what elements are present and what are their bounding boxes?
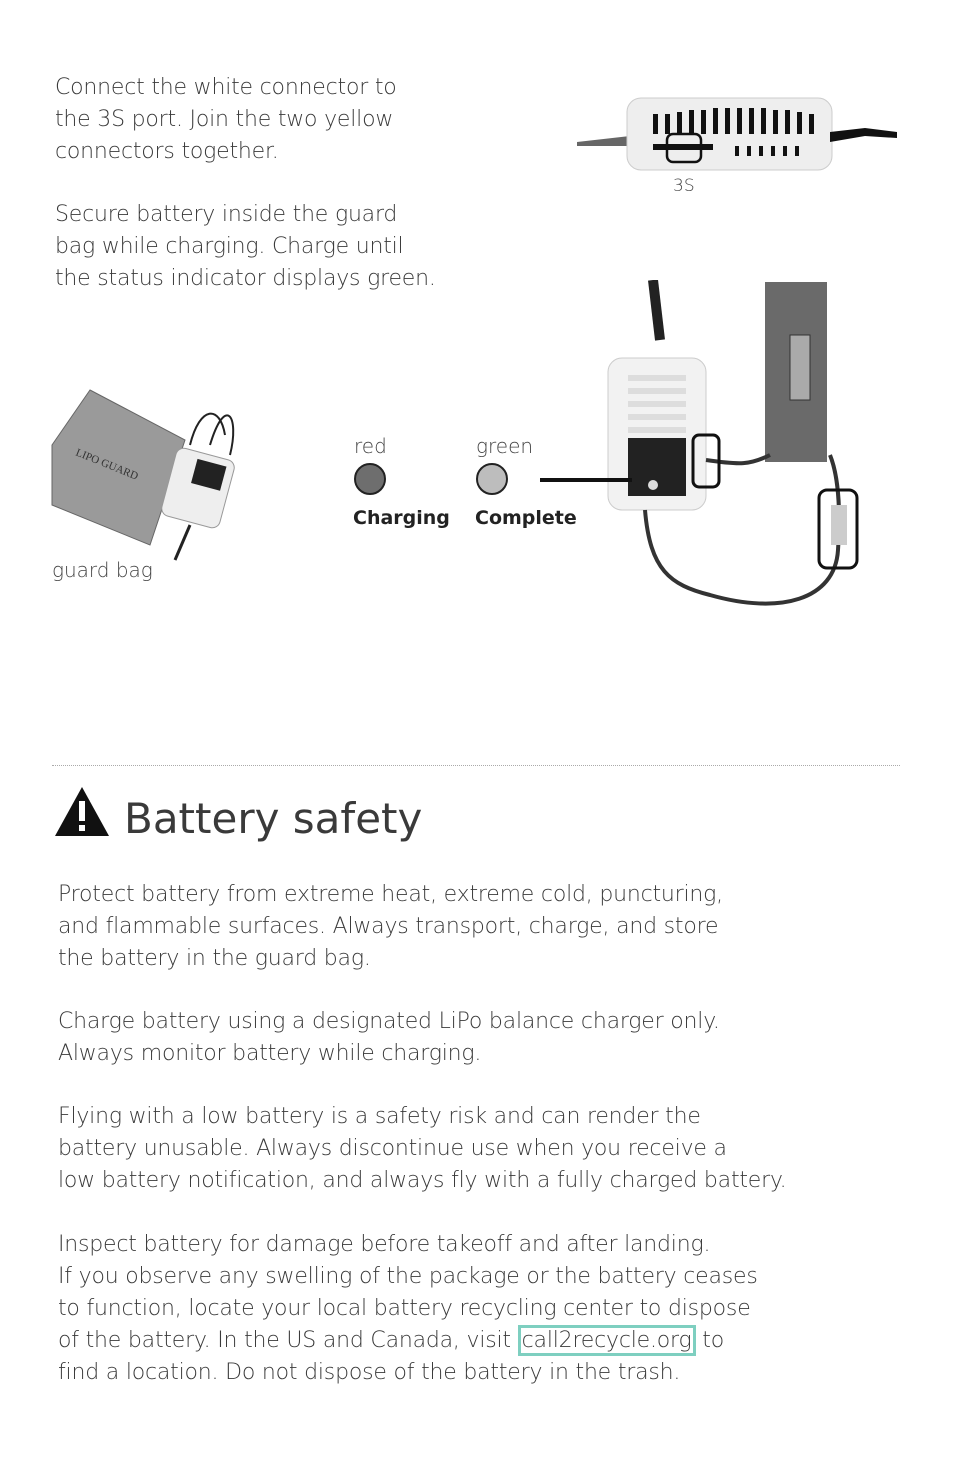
guard-bag-print: LIPO GUARD bbox=[73, 446, 140, 483]
complete-label: Complete bbox=[475, 507, 577, 529]
green-label: green bbox=[476, 434, 534, 458]
text-line: the 3S port. Join the two yellow bbox=[55, 107, 394, 132]
text-line: battery unusable. Always discontinue use when you receive a bbox=[58, 1136, 727, 1161]
red-label: red bbox=[354, 434, 387, 458]
safety-paragraph-1 bbox=[58, 879, 723, 975]
text-line: the status indicator displays green. bbox=[55, 266, 436, 291]
charger-battery-image bbox=[540, 280, 870, 625]
text-line: If you observe any swelling of the package or the battery ceases bbox=[58, 1264, 758, 1289]
safety-paragraph-4 bbox=[58, 1229, 758, 1389]
text-line: Always monitor battery while charging. bbox=[58, 1041, 482, 1066]
text-line: Connect the white connector to bbox=[55, 75, 397, 100]
charger-side-image bbox=[575, 92, 905, 177]
text-line: low battery notification, and always fly with a fully charged battery. bbox=[58, 1168, 787, 1193]
connect-instructions bbox=[55, 72, 397, 168]
text-line: Inspect battery for damage before takeoff and after landing. bbox=[58, 1232, 711, 1257]
text-fragment: to bbox=[695, 1328, 724, 1353]
text-line: Secure battery inside the guard bbox=[55, 202, 398, 227]
safety-paragraph-2 bbox=[58, 1006, 720, 1070]
warning-icon bbox=[54, 785, 110, 837]
red-indicator-dot bbox=[354, 463, 386, 495]
text-line: find a location. Do not dispose of the battery in the trash. bbox=[58, 1360, 681, 1385]
charging-label: Charging bbox=[353, 507, 450, 529]
text-line bbox=[58, 1325, 758, 1357]
safety-paragraph-3 bbox=[58, 1101, 786, 1197]
text-line: and flammable surfaces. Always transport, charge, and store bbox=[58, 914, 719, 939]
text-line: to function, locate your local battery recycling center to dispose bbox=[58, 1296, 751, 1321]
guard-bag-label: guard bag bbox=[52, 558, 153, 582]
text-line: Charge battery using a designated LiPo balance charger only. bbox=[58, 1009, 720, 1034]
text-line: Flying with a low battery is a safety risk and can render the bbox=[58, 1104, 701, 1129]
green-indicator-dot bbox=[476, 463, 508, 495]
text-line: Protect battery from extreme heat, extreme cold, puncturing, bbox=[58, 882, 723, 907]
section-title: Battery safety bbox=[124, 794, 423, 843]
recycle-link[interactable]: call2recycle.org bbox=[518, 1325, 696, 1356]
guard-bag-image bbox=[50, 385, 240, 570]
text-line: bag while charging. Charge until bbox=[55, 234, 404, 259]
secure-instructions bbox=[55, 199, 436, 295]
section-divider bbox=[52, 765, 900, 766]
text-line: connectors together. bbox=[55, 139, 279, 164]
text-fragment: of the battery. In the US and Canada, visit bbox=[58, 1328, 518, 1353]
port-label-3s: 3S bbox=[673, 176, 695, 196]
text-line: the battery in the guard bag. bbox=[58, 946, 371, 971]
